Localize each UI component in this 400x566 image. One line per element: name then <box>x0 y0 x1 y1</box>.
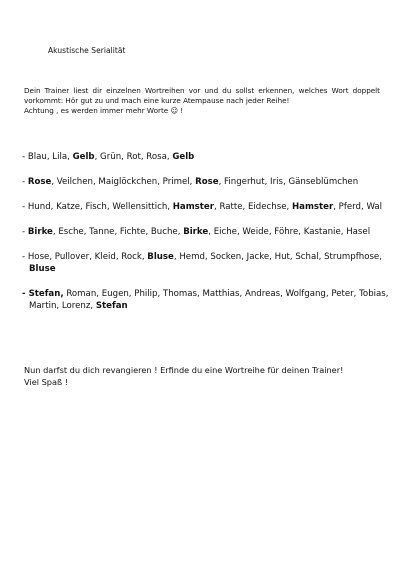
word-text: , Grün, Rot, Rosa, <box>94 152 173 162</box>
word-text: , Eiche, Weide, Föhre, Kastanie, Hasel <box>208 227 371 237</box>
word-text: Martin, Lorenz, <box>29 301 96 311</box>
repeated-word: Rose <box>27 177 52 187</box>
word-text: , Ratte, Eidechse, <box>213 202 292 212</box>
word-text: , Pferd, Wal <box>333 202 383 212</box>
repeated-word: Hamster <box>291 202 334 212</box>
word-text: Hund, Katze, Fisch, Wellensittich, <box>27 202 173 212</box>
word-series-1 <box>22 151 384 163</box>
word-text: Hose, Pullover, Kleid, Rock, <box>27 252 148 262</box>
repeated-word: Bluse <box>147 252 174 262</box>
word-series-line <box>22 176 384 188</box>
repeated-word: Stefan <box>95 301 128 311</box>
word-series-list <box>22 151 389 325</box>
word-text: , Esche, Tanne, Fichte, Buche, <box>52 227 184 237</box>
repeated-word: Birke <box>27 227 53 237</box>
repeated-word: Birke <box>183 227 209 237</box>
word-text: Roman, Eugen, Philip, Thomas, Matthias, Andreas, Wolfgang, Peter, Tobias, <box>63 289 389 299</box>
word-series-line <box>22 251 384 263</box>
instructions-line-2: vorkommt: Hör gut zu und mach eine kurze Atempause nach jeder Reihe! <box>24 96 290 105</box>
repeated-word: Rose <box>195 177 219 187</box>
list-dash: - <box>22 289 29 299</box>
closing-line-2: Viel Spaß ! <box>24 377 69 387</box>
word-series-line <box>22 263 384 275</box>
page-title: Akustische Serialität <box>48 46 126 55</box>
word-series-6 <box>22 288 389 312</box>
word-text: , Fingerhut, Iris, Gänseblümchen <box>218 177 359 187</box>
closing-text <box>24 364 384 388</box>
word-series-2 <box>22 176 384 188</box>
list-dash: - <box>22 152 28 162</box>
word-text: Blau, Lila, <box>27 152 73 162</box>
word-series-line <box>22 288 389 300</box>
word-series-line <box>22 151 384 163</box>
word-text: , Hemd, Socken, Jacke, Hut, Schal, Strumpfhose, <box>173 252 382 262</box>
word-series-4 <box>22 226 384 238</box>
list-dash: - <box>22 227 28 237</box>
repeated-word: Gelb <box>72 152 95 162</box>
list-dash: - <box>22 252 28 262</box>
word-series-5 <box>22 251 384 275</box>
word-series-line <box>22 300 384 312</box>
instructions <box>24 86 380 116</box>
repeated-word: Gelb <box>172 152 195 162</box>
instructions-line-3: Achtung , es werden immer mehr Worte ☺ ! <box>24 106 184 115</box>
list-dash: - <box>22 177 28 187</box>
instructions-line-1: Dein Trainer liest dir einzelnen Wortreihen vor und du sollst erkennen, welches Wort doppelt <box>24 86 380 95</box>
word-series-line <box>22 226 384 238</box>
repeated-word: Bluse <box>29 264 56 274</box>
repeated-word: Stefan, <box>28 289 64 299</box>
repeated-word: Hamster <box>172 202 214 212</box>
word-series-3 <box>22 201 384 213</box>
word-text: , Veilchen, Maiglöckchen, Primel, <box>51 177 196 187</box>
word-series-line <box>22 201 384 213</box>
list-dash: - <box>22 202 28 212</box>
closing-line-1: Nun darfst du dich revangieren ! Erfinde du eine Wortreihe für deinen Trainer! <box>24 365 344 375</box>
